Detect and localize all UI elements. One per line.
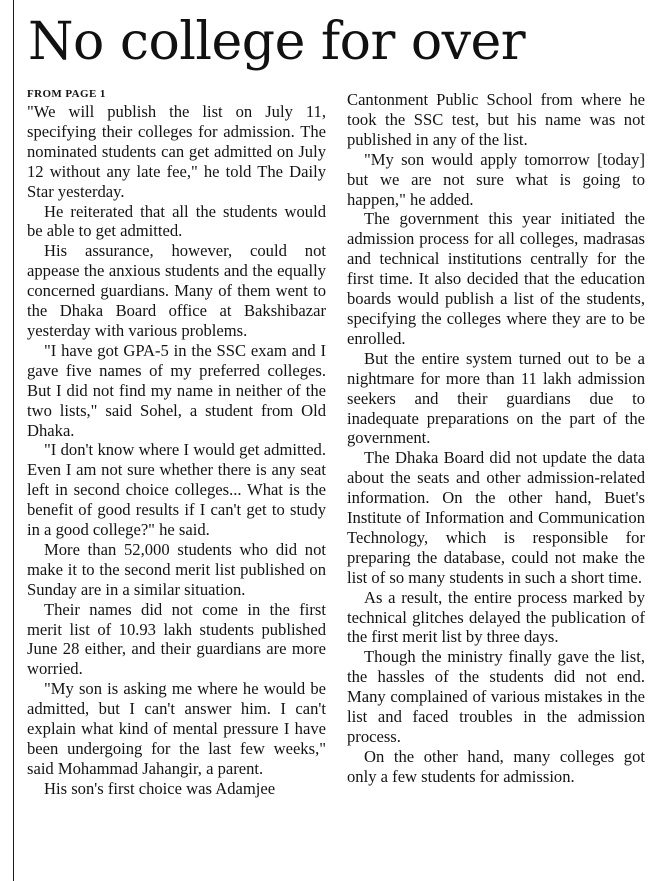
paragraph: His assurance, however, could not appease the anxious students and the equally concerned guardians. Many of them went to the Dhaka Board office at Bakshibazar yesterday with various problems. — [27, 241, 326, 340]
paragraph: "I have got GPA-5 in the SSC exam and I gave five names of my preferred colleges. But I did not find my name in neither of the two lists," said Sohel, a student from Old Dhaka. — [27, 340, 326, 440]
paragraph: His son's first choice was Adamjee — [44, 778, 276, 798]
kicker-from-page: FROM PAGE 1 — [27, 88, 106, 100]
paragraph: As a result, the entire process marked by technical glitches delayed the publication of the first merit list by three days. — [347, 587, 645, 647]
paragraph: But the entire system turned out to be a nightmare for more than 11 lakh admission seekers and their guardians due to inadequate preparations on the part of the government. — [347, 348, 645, 448]
headline: No college for over — [28, 12, 526, 72]
paragraph: "My son would apply tomorrow [today] but we are not sure what is going to happen," he added. — [347, 149, 645, 209]
right-column — [347, 90, 645, 787]
paragraph: Their names did not come in the first merit list of 10.93 lakh students published June 28 either, and their guardians are more worried. — [27, 599, 326, 679]
paragraph: More than 52,000 students who did not make it to the second merit list published on Sunday are in a similar situation. — [27, 539, 326, 599]
paragraph: "I don't know where I would get admitted. Even I am not sure whether there is any seat left in second choice colleges... What is the benefit of good results if I can't get to study in a good college?" he said. — [27, 440, 326, 540]
paragraph: "My son is asking me where he would be admitted, but I can't answer him. I can't explain what kind of mental pressure I have been undergoing for the last few weeks," said Mohammad Jahangir, a parent. — [27, 679, 326, 778]
paragraph: "We will publish the list on July 11, specifying their colleges for admission. The nominated students can get admitted on July 12 without any late fee," he told The Daily Star yesterday. — [27, 102, 326, 201]
paragraph: The government this year initiated the admission process for all colleges, madrasas and technical institutions centrally for the first time. It also decided that the education boards would publish a list of the students, specifying the colleges where they are to be enrolled. — [347, 209, 645, 348]
paragraph: The Dhaka Board did not update the data about the seats and other admission-related information. On the other hand, Buet's Institute of Information and Communication Technology, which is responsible for preparing the database, could not make the list of so many students in such a short time. — [347, 448, 645, 587]
paragraph: On the other hand, many colleges got only a few students for admission. — [347, 746, 645, 786]
paragraph: Though the ministry finally gave the list, the hassles of the students did not end. Many complained of various mistakes in the list and faced troubles in the admission process. — [347, 647, 645, 746]
paragraph: Cantonment Public School from where he took the SSC test, but his name was not published in any of the list. — [347, 90, 645, 149]
column-rule — [13, 0, 14, 881]
left-column — [27, 86, 326, 799]
paragraph: He reiterated that all the students would be able to get admitted. — [27, 201, 326, 241]
